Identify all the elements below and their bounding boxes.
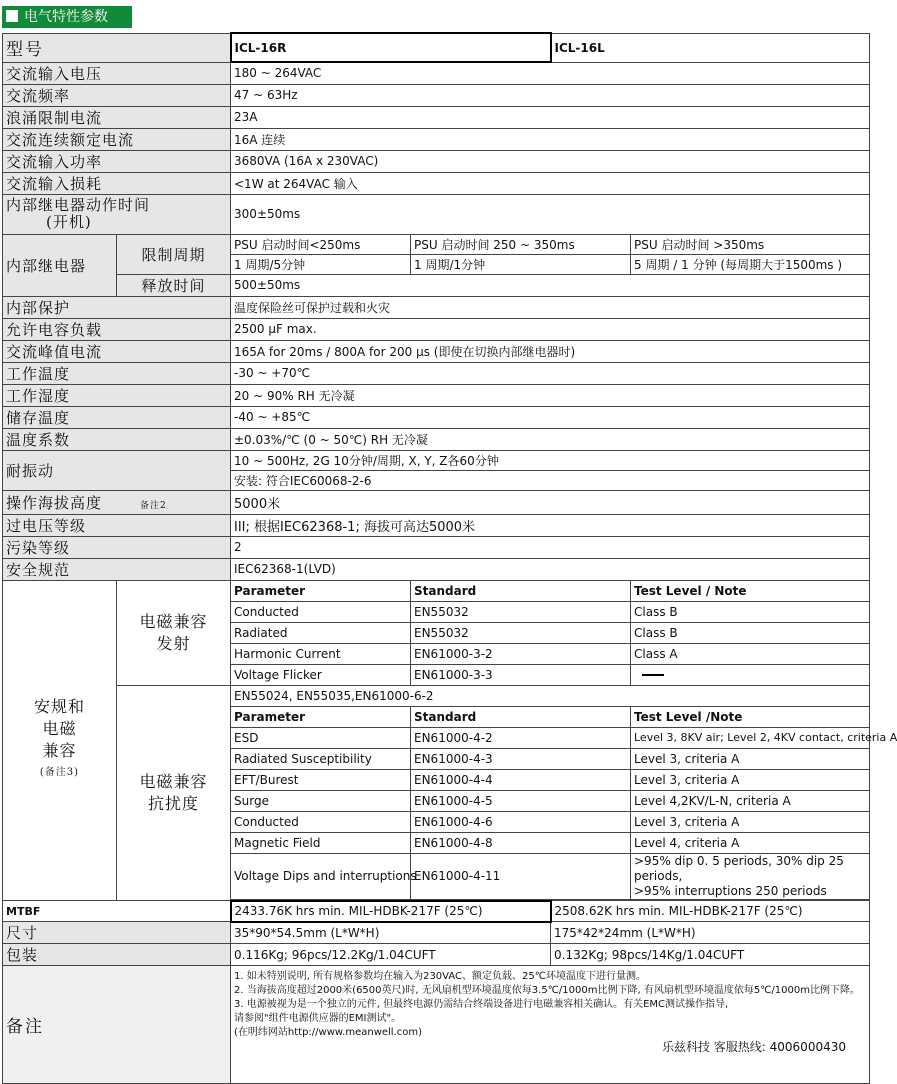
immunity-standards: EN55024, EN55035,EN61000-6-2 [231, 685, 870, 706]
note-2: 2. 当海拔高度超过2000米(6500英尺)时, 无风扇机型环境温度依每3.5℃/1000m比例下降, 有风扇机型环境温度依每5℃/1000m比例下降。 [234, 985, 860, 996]
ac-continuous-label: 交流连续额定电流 [3, 128, 231, 150]
limit-c: PSU 启动时间 >350ms [631, 234, 870, 254]
immunity-standard: EN61000-4-8 [411, 832, 631, 853]
cap-load-label: 允许电容负载 [3, 318, 231, 340]
release-label: 释放时间 [117, 274, 231, 296]
spec-row [3, 318, 870, 340]
immunity-note: Level 3, criteria A [631, 769, 870, 790]
relay-label: 内部继电器 [3, 234, 117, 296]
mtbf-row [3, 901, 870, 922]
ac-loss-label: 交流输入损耗 [3, 172, 231, 194]
emission-standard: EN61000-3-2 [411, 643, 631, 664]
immunity-standard: EN61000-4-4 [411, 769, 631, 790]
dips-standard: EN61000-4-11 [411, 853, 631, 899]
size-value-2: 175*42*24mm (L*W*H) [551, 922, 870, 944]
altitude-note: 备注2 [140, 500, 167, 511]
dips-param: Voltage Dips and interruptions [231, 853, 411, 899]
immunity-standard: EN61000-4-5 [411, 790, 631, 811]
immunity-note: Level 3, criteria A [631, 811, 870, 832]
spec-row [3, 362, 870, 384]
emc-label-1: 安规和 [33, 697, 85, 717]
immunity-param: ESD [231, 727, 411, 748]
emission-header-row [3, 580, 870, 601]
ac-power-label: 交流输入功率 [3, 150, 231, 172]
relay-row [3, 274, 870, 296]
vibration-value-1: 10 ~ 500Hz, 2G 10分钟/周期, X, Y, Z各60分钟 [231, 450, 870, 470]
spec-row [3, 558, 870, 580]
overvoltage-label: 过电压等级 [3, 514, 231, 536]
spec-row [3, 296, 870, 318]
note-4: 请参阅"组件电源供应器的EMI测试"。 [234, 1013, 402, 1024]
dips-note-1: >95% dip 0. 5 periods, 30% dip 25 periods, [634, 853, 844, 883]
emission-header-note: Test Level / Note [631, 580, 870, 601]
work-temp-value: -30 ~ +70℃ [231, 362, 870, 384]
immunity-standard: EN61000-4-6 [411, 811, 631, 832]
emission-header-param: Parameter [231, 580, 411, 601]
vibration-value-2: 安装: 符合IEC60068-2-6 [231, 470, 870, 490]
note-3: 3. 电源被视为是一个独立的元件, 但最终电源仍需结合终端设备进行电磁兼容相关确认。有关EMC测试操作指导, [234, 999, 729, 1010]
spec-row [3, 384, 870, 406]
dips-note-2: >95% interruptions 250 periods [634, 883, 827, 898]
altitude-label-text: 操作海拔高度 [6, 493, 103, 512]
altitude-value: 5000米 [231, 490, 870, 514]
packing-label: 包装 [3, 944, 231, 966]
immunity-param: Magnetic Field [231, 832, 411, 853]
immunity-note: Level 4, criteria A [631, 832, 870, 853]
overvoltage-value: III; 根据IEC62368-1; 海拔可高达5000米 [231, 514, 870, 536]
model-label: 型号 [3, 33, 231, 62]
section-title: 电气特性参数 [24, 9, 108, 25]
ac-peak-value: 165A for 20ms / 800A for 200 μs (即使在切换内部继电器时) [231, 340, 870, 362]
spec-row [3, 128, 870, 150]
emission-standard: EN55032 [411, 622, 631, 643]
emission-param: Voltage Flicker [231, 664, 411, 685]
spec-row [3, 450, 870, 470]
packing-row [3, 944, 870, 966]
ac-frequency-value: 47 ~ 63Hz [231, 84, 870, 106]
limit-b: PSU 启动时间 250 ~ 350ms [411, 234, 631, 254]
work-humid-label: 工作湿度 [3, 384, 231, 406]
emission-param: Harmonic Current [231, 643, 411, 664]
model-1: ICL-16R [231, 33, 551, 62]
immunity-param: Surge [231, 790, 411, 811]
spec-row [3, 106, 870, 128]
hotline: 乐兹科技 客服热线: 4006000430 [661, 1040, 846, 1054]
emission-standard: EN61000-3-3 [411, 664, 631, 685]
temp-coef-label: 温度系数 [3, 428, 231, 450]
model-2: ICL-16L [551, 33, 870, 62]
immunity-param: Conducted [231, 811, 411, 832]
ac-power-value: 3680VA (16A x 230VAC) [231, 150, 870, 172]
note-1: 1. 如未特别说明, 所有规格参数均在输入为230VAC、额定负载、25℃环境温度下进行量测。 [234, 971, 646, 982]
pollution-value: 2 [231, 536, 870, 558]
release-value: 500±50ms [231, 274, 870, 296]
immunity-header-param: Parameter [231, 706, 411, 727]
ac-input-voltage-value: 180 ~ 264VAC [231, 62, 870, 84]
emc-label-2: 电磁 [42, 719, 77, 739]
temp-coef-value: ±0.03%/℃ (0 ~ 50℃) RH 无冷凝 [231, 428, 870, 450]
spec-row [3, 490, 870, 514]
emission-label [117, 580, 231, 685]
cap-load-value: 2500 μF max. [231, 318, 870, 340]
spec-row [3, 406, 870, 428]
vibration-label: 耐振动 [3, 450, 231, 490]
immunity-standard: EN61000-4-3 [411, 748, 631, 769]
safety-label: 安全规范 [3, 558, 231, 580]
note-5: (在明纬网站http://www.meanwell.com) [234, 1027, 423, 1038]
emc-note: (备注3) [39, 767, 80, 779]
ac-peak-label: 交流峰值电流 [3, 340, 231, 362]
emission-standard: EN55032 [411, 601, 631, 622]
storage-temp-value: -40 ~ +85℃ [231, 406, 870, 428]
square-icon [6, 10, 18, 22]
spec-row [3, 340, 870, 362]
packing-value-2: 0.132Kg; 98pcs/14Kg/1.04CUFT [551, 944, 870, 966]
pollution-label: 污染等级 [3, 536, 231, 558]
spec-row [3, 84, 870, 106]
protection-label: 内部保护 [3, 296, 231, 318]
immunity-note: Level 4,2KV/L-N, criteria A [631, 790, 870, 811]
immunity-header-standard: Standard [411, 706, 631, 727]
relay-time-label-1: 内部继电器动作时间 [6, 196, 151, 214]
section-header [2, 6, 132, 28]
immunity-note: Level 3, criteria A [631, 748, 870, 769]
period-b: 1 周期/1分钟 [411, 254, 631, 274]
size-row [3, 922, 870, 944]
inrush-value: 23A [231, 106, 870, 128]
spec-row [3, 536, 870, 558]
notes-content [231, 966, 870, 1084]
spec-row [3, 150, 870, 172]
emission-param: Conducted [231, 601, 411, 622]
emission-param: Radiated [231, 622, 411, 643]
dash-mark [642, 674, 664, 676]
emission-note: Class A [631, 643, 870, 664]
period-c: 5 周期 / 1 分钟 (每周期大于1500ms ) [631, 254, 870, 274]
relay-time-label-2: (开机) [46, 213, 92, 231]
period-a: 1 周期/5分钟 [231, 254, 411, 274]
emission-header-standard: Standard [411, 580, 631, 601]
notes-label: 备注 [3, 966, 231, 1084]
dips-note [631, 853, 870, 899]
spec-row [3, 194, 870, 234]
mtbf-value-2: 2508.62K hrs min. MIL-HDBK-217F (25℃) [551, 901, 870, 922]
ac-frequency-label: 交流频率 [3, 84, 231, 106]
storage-temp-label: 储存温度 [3, 406, 231, 428]
emission-note [631, 664, 870, 685]
spec-row [3, 428, 870, 450]
immunity-standard: EN61000-4-2 [411, 727, 631, 748]
emission-label-1: 电磁兼容 [139, 611, 208, 631]
mtbf-label: MTBF [3, 901, 231, 922]
spec-row [3, 62, 870, 84]
notes-row [3, 966, 870, 1084]
immunity-note: Level 3, 8KV air; Level 2, 4KV contact, criteria A [631, 727, 870, 748]
immunity-header-note: Test Level /Note [631, 706, 870, 727]
relay-row [3, 234, 870, 254]
size-value-1: 35*90*54.5mm (L*W*H) [231, 922, 551, 944]
relay-time-label [3, 194, 231, 234]
ac-input-voltage-label: 交流输入电压 [3, 62, 231, 84]
size-label: 尺寸 [3, 922, 231, 944]
limit-label: 限制周期 [117, 234, 231, 274]
altitude-label [3, 490, 231, 514]
model-row [3, 33, 870, 62]
relay-time-value: 300±50ms [231, 194, 870, 234]
immunity-standards-row [3, 685, 870, 706]
work-humid-value: 20 ~ 90% RH 无冷凝 [231, 384, 870, 406]
immunity-label-1: 电磁兼容 [139, 771, 208, 791]
limit-a: PSU 启动时间<250ms [231, 234, 411, 254]
mtbf-value-1: 2433.76K hrs min. MIL-HDBK-217F (25℃) [231, 901, 551, 922]
spec-row [3, 514, 870, 536]
immunity-label [117, 685, 231, 901]
packing-value-1: 0.116Kg; 96pcs/12.2Kg/1.04CUFT [231, 944, 551, 966]
emission-note: Class B [631, 622, 870, 643]
protection-value: 温度保险丝可保护过载和火灾 [231, 296, 870, 318]
emc-label-3: 兼容 [42, 741, 77, 761]
emc-label [3, 580, 117, 901]
spec-table [2, 32, 897, 1084]
work-temp-label: 工作温度 [3, 362, 231, 384]
immunity-param: EFT/Burest [231, 769, 411, 790]
emission-label-2: 发射 [156, 633, 191, 653]
spec-row [3, 172, 870, 194]
ac-continuous-value: 16A 连续 [231, 128, 870, 150]
safety-value: IEC62368-1(LVD) [231, 558, 870, 580]
ac-loss-value: <1W at 264VAC 输入 [231, 172, 870, 194]
immunity-label-2: 抗扰度 [147, 793, 199, 813]
emission-note: Class B [631, 601, 870, 622]
immunity-param: Radiated Susceptibility [231, 748, 411, 769]
inrush-label: 浪涌限制电流 [3, 106, 231, 128]
